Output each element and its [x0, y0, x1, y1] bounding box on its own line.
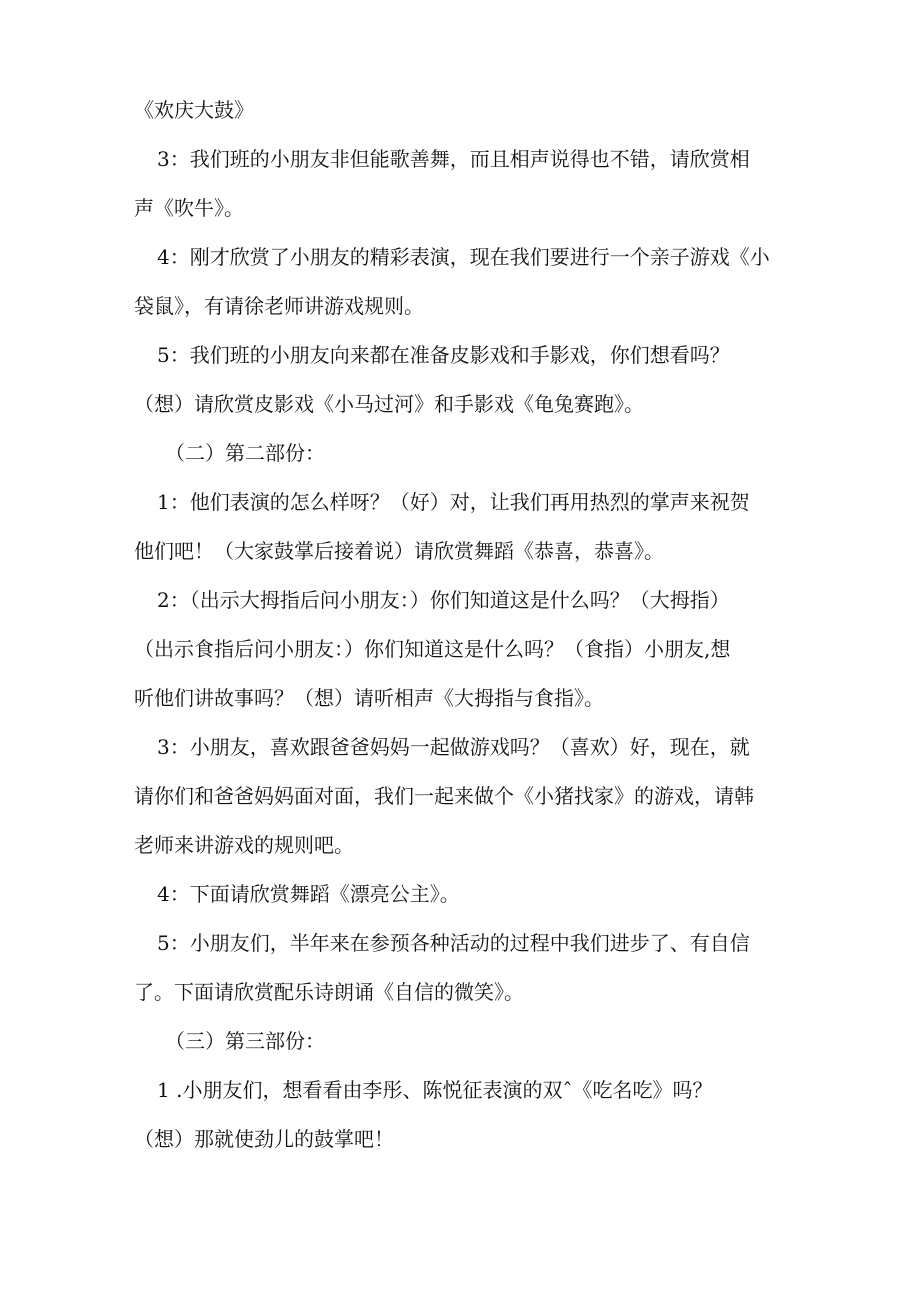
- text-line: 《欢庆大鼓》: [134, 98, 254, 122]
- text-line: 5：我们班的小朋友向来都在准备皮影戏和手影戏，你们想看吗？: [157, 343, 730, 367]
- text-line: 2：（出示大拇指后问小朋友：）你们知道这是什么吗？（大拇指）: [157, 588, 730, 612]
- text-line: 3：我们班的小朋友非但能歌善舞，而且相声说得也不错，请欣赏相: [157, 147, 750, 171]
- text-line: 5：小朋友们，半年来在参预各种活动的过程中我们进步了、有自信: [157, 931, 750, 955]
- text-line: 老师来讲游戏的规则吧。: [134, 833, 354, 857]
- text-line: （想）请欣赏皮影戏《小马过河》和手影戏《龟兔赛跑》。: [134, 392, 644, 416]
- section-heading: （三）第三部份：: [165, 1029, 325, 1053]
- text-line: 声《吹牛》。: [134, 196, 244, 220]
- text-line: 了。下面请欣赏配乐诗朗诵《自信的微笑》。: [134, 980, 524, 1004]
- text-line: 听他们讲故事吗？（想）请听相声《大拇指与食指》。: [134, 686, 604, 710]
- text-line: （想）那就使劲儿的鼓掌吧！: [134, 1127, 394, 1151]
- section-heading: （二）第二部份：: [165, 441, 325, 465]
- text-line: 袋鼠》，有请徐老师讲游戏规则。: [134, 294, 424, 318]
- text-line: 1 .小朋友们，想看看由李彤、陈悦征表演的双ˆ《吃名吃》吗？: [157, 1078, 713, 1102]
- text-line: 请你们和爸爸妈妈面对面，我们一起来做个《小猪找家》的游戏，请韩: [134, 784, 754, 808]
- text-line: 3：小朋友，喜欢跟爸爸妈妈一起做游戏吗？（喜欢）好，现在，就: [157, 735, 750, 759]
- text-line: 1：他们表演的怎么样呀？（好）对，让我们再用热烈的掌声来祝贺: [157, 490, 750, 514]
- text-line: （出示食指后问小朋友：）你们知道这是什么吗？（食指）小朋友,想: [134, 637, 731, 661]
- text-line: 他们吧！（大家鼓掌后接着说）请欣赏舞蹈《恭喜，恭喜》。: [134, 539, 664, 563]
- text-line: 4：下面请欣赏舞蹈《漂亮公主》。: [157, 882, 460, 906]
- text-line: 4：刚才欣赏了小朋友的精彩表演，现在我们要进行一个亲子游戏《小: [157, 245, 770, 269]
